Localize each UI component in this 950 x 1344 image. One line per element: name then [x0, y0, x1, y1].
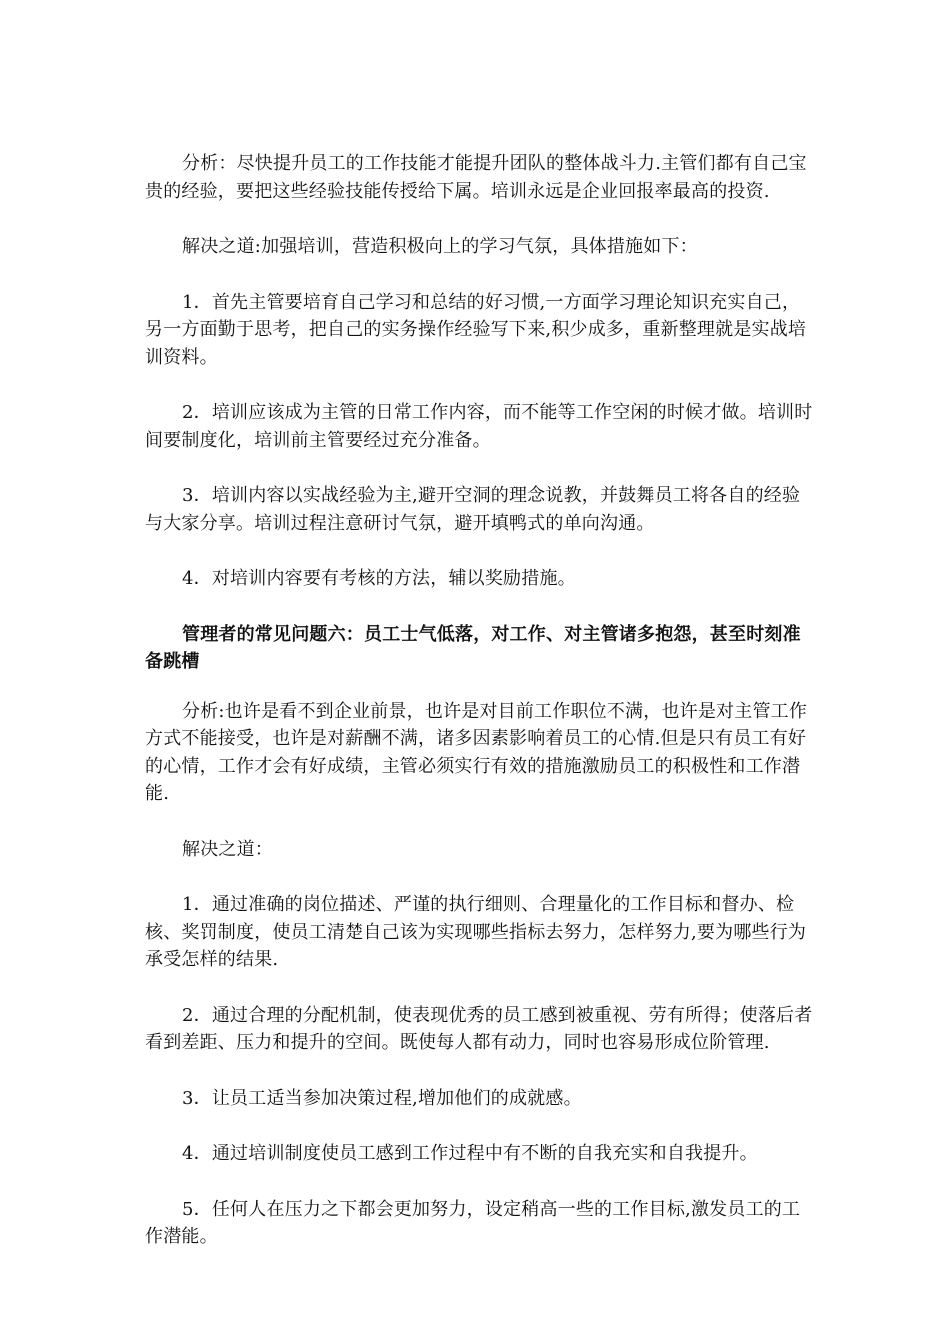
section-heading-problem-six: 管理者的常见问题六：员工士气低落，对工作、对主管诸多抱怨，甚至时刻准备跳槽: [145, 623, 801, 672]
analysis-paragraph: 分析：尽快提升员工的工作技能才能提升团队的整体战斗力.主管们都有自己宝贵的经验，要把这些经验技能传授给下属。培训永远是企业回报率最高的投资.: [145, 153, 807, 202]
training-measure-1: 1．首先主管要培育自己学习和总结的好习惯,一方面学习理论知识充实自己，另一方面勤于思考，把自己的实务操作经验写下来,积少成多，重新整理就是实战培训资料。: [145, 291, 807, 368]
training-measure-3: 3．培训内容以实战经验为主,避开空洞的理念说教，并鼓舞员工将各自的经验与大家分享。培训过程注意研讨气氛，避开填鸭式的单向沟通。: [145, 485, 801, 534]
morale-measure-2: 2．通过合理的分配机制，使表现优秀的员工感到被重视、劳有所得；使落后者看到差距、压力和提升的空间。既使每人都有动力，同时也容易形成位阶管理.: [145, 1004, 813, 1053]
solution-intro: 解决之道:加强培训，营造积极向上的学习气氛，具体措施如下：: [182, 236, 698, 257]
training-measure-2: 2．培训应该成为主管的日常工作内容，而不能等工作空闲的时候才做。培训时间要制度化，培训前主管要经过充分准备。: [145, 402, 813, 451]
training-measure-4: 4．对培训内容要有考核的方法，辅以奖励措施。: [182, 568, 576, 589]
morale-measure-3: 3．让员工适当参加决策过程,增加他们的成就感。: [182, 1087, 582, 1109]
document-body: [145, 150, 815, 1279]
morale-measure-5: 5．任何人在压力之下都会更加努力，设定稍高一些的工作目标,激发员工的工作潜能。: [145, 1198, 801, 1247]
morale-solution-intro: 解决之道：: [182, 838, 273, 860]
morale-analysis-paragraph: 分析:也许是看不到企业前景，也许是对目前工作职位不满，也许是对主管工作方式不能接受，也许是对薪酬不满，诸多因素影响着员工的心情.但是只有员工有好的心情，工作才会有好成绩，主管必须实行有效的措施激励员工的积极性和工作潜能.: [145, 700, 808, 804]
morale-measure-1: 1．通过准确的岗位描述、严谨的执行细则、合理量化的工作目标和督办、检核、奖罚制度，使员工清楚自己该为实现哪些指标去努力，怎样努力,要为哪些行为承受怎样的结果.: [145, 894, 807, 970]
morale-measure-4: 4．通过培训制度使员工感到工作过程中有不断的自我充实和自我提升。: [182, 1143, 758, 1164]
